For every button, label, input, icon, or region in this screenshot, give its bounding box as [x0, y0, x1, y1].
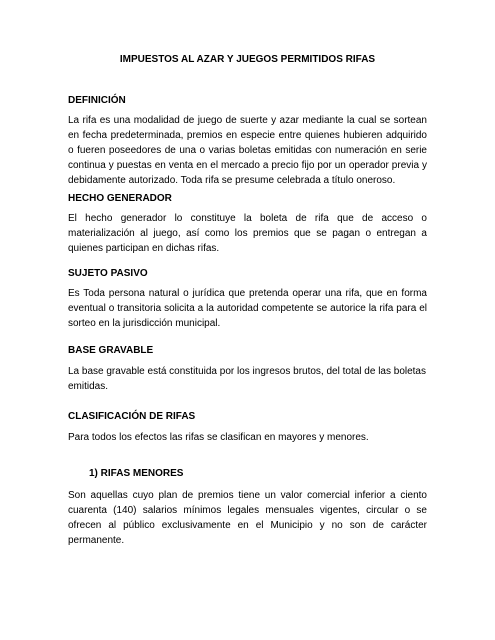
paragraph-definicion: La rifa es una modalidad de juego de suerte y azar mediante la cual se sortean en fecha predeterminada, premios en especie entre quienes hubieren adquirido o fueren poseedores de una o varias boletas emitidas con numeración en serie continua y puestas en venta en el mercado a precio fijo por un operador previa y debidamente autorizado. Toda rifa se presume celebrada a título oneroso.: [68, 115, 427, 186]
heading-base-gravable: BASE GRAVABLE: [68, 345, 154, 356]
paragraph-base-gravable: La base gravable está constituida por los ingresos brutos, del total de las boletas emitidas.: [68, 366, 426, 392]
document-title: IMPUESTOS AL AZAR Y JUEGOS PERMITIDOS RIFAS: [119, 54, 376, 65]
heading-clasificacion-rifas: CLASIFICACIÓN DE RIFAS: [68, 411, 196, 422]
paragraph-clasificacion-rifas: Para todos los efectos las rifas se clasifican en mayores y menores.: [68, 432, 369, 443]
heading-sujeto-pasivo: SUJETO PASIVO: [68, 268, 148, 279]
heading-definicion: DEFINICIÓN: [68, 95, 126, 106]
paragraph-rifas-menores: Son aquellas cuyo plan de premios tiene un valor comercial inferior a ciento cuarenta (140) salarios mínimos legales mensuales vigentes, circular o se ofrecen al público exclusivamente en el Municipio y no son de carácter permanente.: [68, 490, 427, 546]
paragraph-hecho-generador: El hecho generador lo constituye la boleta de rifa que de acceso o materialización al juego, así como los premios que se pagan o entregan a quienes participan en dichas rifas.: [68, 213, 427, 254]
subheading-rifas-menores: 1) RIFAS MENORES: [89, 468, 184, 479]
heading-hecho-generador: HECHO GENERADOR: [68, 193, 172, 204]
paragraph-sujeto-pasivo: Es Toda persona natural o jurídica que pretenda operar una rifa, que en forma eventual o transitoria solicita a la autoridad competente se autorice la rifa para el sorteo en la jurisdicción municipal.: [68, 288, 427, 329]
